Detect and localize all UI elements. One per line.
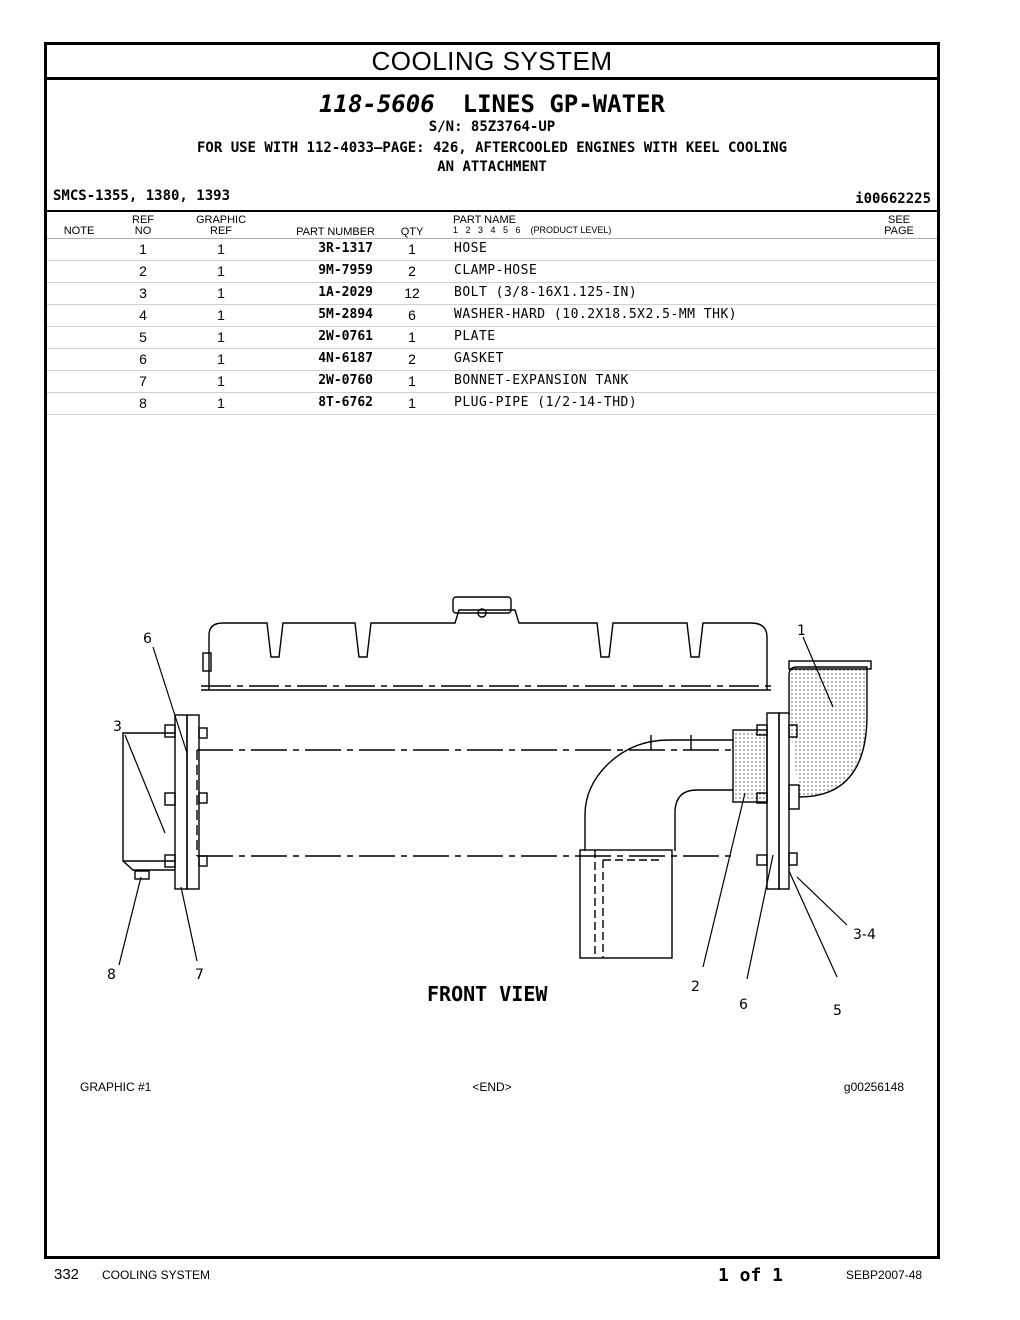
smcs-codes: SMCS-1355, 1380, 1393: [53, 188, 231, 204]
part-number: 9M-7959: [318, 263, 373, 278]
col-ref: [127, 215, 159, 237]
footer-section: COOLING SYSTEM: [102, 1268, 211, 1282]
view-label: FRONT VIEW: [427, 982, 548, 1006]
callout-6-left: 6: [143, 631, 152, 647]
page-of: 1 of 1: [718, 1265, 784, 1286]
quantity: 12: [404, 285, 420, 301]
part-number: 5M-2894: [318, 307, 373, 322]
col-part-number: PART NUMBER: [296, 226, 375, 238]
table-row: [47, 261, 937, 283]
part-name: GASKET: [454, 351, 504, 366]
col-ref-bottom: NO: [134, 225, 152, 237]
for-use-line-2: AN ATTACHMENT: [437, 159, 547, 175]
ref-number: 3: [139, 285, 147, 301]
col-see-page: [879, 215, 919, 237]
quantity: 1: [408, 329, 416, 345]
quantity: 1: [408, 373, 416, 389]
ref-number: 2: [139, 263, 147, 279]
graphic-ref: 1: [217, 285, 225, 301]
callout-5: 5: [833, 1003, 842, 1019]
ref-number: 8: [139, 395, 147, 411]
page-frame: [44, 42, 940, 1259]
part-name: HOSE: [454, 241, 488, 256]
graphic-id: g00256148: [843, 1080, 904, 1094]
callout-7: 7: [195, 967, 204, 983]
quantity: 2: [408, 263, 416, 279]
table-row: [47, 283, 937, 305]
for-use-note: [47, 139, 937, 177]
col-note: NOTE: [63, 225, 95, 237]
section-title: COOLING SYSTEM: [47, 45, 937, 80]
col-graphic-ref: [191, 215, 251, 237]
graphic-ref: 1: [217, 329, 225, 345]
front-view-drawing: [47, 565, 937, 1019]
ref-number: 5: [139, 329, 147, 345]
quantity: 6: [408, 307, 416, 323]
table-row: [47, 327, 937, 349]
illustration-id: i00662225: [855, 191, 931, 207]
group-name: LINES GP-WATER: [462, 90, 665, 118]
part-name: BOLT (3/8-16X1.125-IN): [454, 285, 638, 300]
quantity: 1: [408, 241, 416, 257]
col-qty: QTY: [400, 226, 424, 238]
col-part-name: PART NAME: [453, 214, 516, 226]
quantity: 2: [408, 351, 416, 367]
header-divider: [47, 210, 937, 212]
page-number: 332: [54, 1266, 80, 1283]
col-graphic-bottom: REF: [210, 225, 232, 237]
table-row: [47, 305, 937, 327]
for-use-line-1: FOR USE WITH 112-4033—PAGE: 426, AFTERCOOLED ENGINES WITH KEEL COOLING: [196, 140, 787, 156]
serial-number: S/N: 85Z3764-UP: [428, 119, 556, 135]
callout-3-4: 3-4: [853, 927, 876, 943]
col-graphic-top: GRAPHIC: [195, 214, 247, 226]
group-title: [47, 90, 937, 118]
part-number: 2W-0761: [318, 329, 373, 344]
col-product-level: 1 2 3 4 5 6 (PRODUCT LEVEL): [453, 225, 612, 235]
table-row: [47, 239, 937, 261]
ref-number: 6: [139, 351, 147, 367]
graphic-number: GRAPHIC #1: [80, 1080, 152, 1094]
ref-number: 4: [139, 307, 147, 323]
col-see-bottom: PAGE: [884, 225, 914, 237]
col-see-top: SEE: [887, 214, 910, 226]
table-row: [47, 349, 937, 371]
part-name: PLATE: [454, 329, 496, 344]
part-number: 3R-1317: [318, 241, 373, 256]
callout-8: 8: [107, 967, 116, 983]
callout-1: 1: [797, 623, 806, 639]
part-number: 1A-2029: [318, 285, 373, 300]
graphic-ref: 1: [217, 307, 225, 323]
part-name: PLUG-PIPE (1/2-14-THD): [454, 395, 638, 410]
part-name: BONNET-EXPANSION TANK: [454, 373, 629, 388]
part-name: WASHER-HARD (10.2X18.5X2.5-MM THK): [454, 307, 738, 322]
part-number: 8T-6762: [318, 395, 373, 410]
graphic-ref: 1: [217, 241, 225, 257]
end-marker: <END>: [472, 1080, 512, 1094]
graphic-ref: 1: [217, 395, 225, 411]
group-part-number: 118-5606: [319, 90, 435, 118]
callout-3: 3: [113, 719, 122, 735]
graphic-ref: 1: [217, 373, 225, 389]
doc-number: SEBP2007-48: [846, 1268, 923, 1282]
ref-number: 7: [139, 373, 147, 389]
part-name: CLAMP-HOSE: [454, 263, 538, 278]
table-row: [47, 371, 937, 393]
part-number: 4N-6187: [318, 351, 373, 366]
table-row: [47, 393, 937, 415]
col-ref-top: REF: [132, 214, 154, 226]
callout-2: 2: [691, 979, 700, 995]
graphic-ref: 1: [217, 351, 225, 367]
graphic-ref: 1: [217, 263, 225, 279]
callout-6-right: 6: [739, 997, 748, 1013]
part-number: 2W-0760: [318, 373, 373, 388]
quantity: 1: [408, 395, 416, 411]
ref-number: 1: [139, 241, 147, 257]
